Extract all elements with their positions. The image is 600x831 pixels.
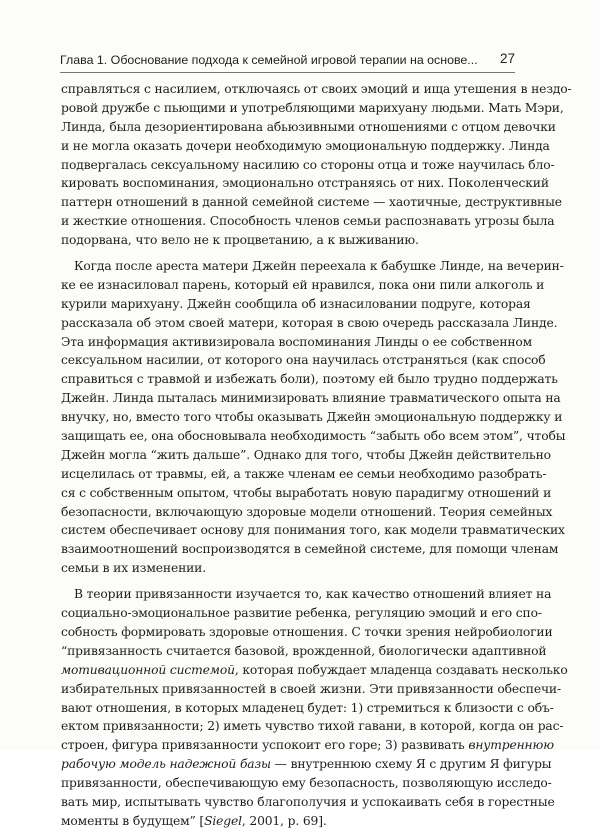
- text-line: ектом привязанности; 2) иметь чувство тихой гавани, в которой, когда он рас-: [61, 719, 564, 734]
- italic-term: рабочую модель надежной базы: [61, 757, 271, 772]
- text-line: моменты в будущем” [Siegel, 2001, p. 69].: [61, 813, 327, 828]
- text-line: внучку, но, вместо того чтобы оказывать Джейн эмоциональную поддержку и: [61, 410, 563, 425]
- text-line: социально-эмоциональное развитие ребенка, регуляцию эмоций и его спо-: [61, 606, 542, 621]
- text-line: Джейн. Линда пыталась минимизировать влияние травматического опыта на: [61, 391, 561, 406]
- text-line: вать мир, испытывать чувство благополучия и успокаивать себя в горестные: [61, 794, 555, 809]
- text-line: собность формировать здоровые отношения. С точки зрения нейробиологии: [61, 624, 553, 639]
- text-line: курили марихуану. Джейн сообщила об изнасиловании подруге, которая: [61, 296, 531, 311]
- text-line: привязанности, обеспечивающую ему безопасность, позволяющую исследо-: [61, 776, 552, 791]
- text-line: вают отношения, в которых младенец будет: 1) стремиться к близости с объ-: [61, 700, 554, 715]
- paragraph-3: [61, 585, 568, 831]
- chapter-title: Глава 1. Обоснование подхода к семейной игровой терапии на основе...: [60, 53, 478, 67]
- running-header: [60, 51, 515, 71]
- italic-term: мотивационной системой: [61, 662, 235, 677]
- text-line: безопасности, включающую здоровые модели отношений. Теория семейных: [61, 504, 553, 519]
- text-line: ся с собственным опытом, чтобы выработать новую парадигму отношений и: [61, 485, 552, 500]
- text-line: кировать воспоминания, эмоционально отстраняясь от них. Поколенческий: [61, 176, 549, 191]
- text-line: Джейн могла “жить дальше”. Однако для того, чтобы Джейн действительно: [61, 447, 551, 462]
- text-line: справляться с насилием, отключаясь от своих эмоций и ища утешения в нездо-: [61, 82, 572, 96]
- text-line: ровой дружбе с пьющими и употребляющими марихуану людьми. Мать Мэри,: [61, 100, 564, 115]
- text-line: справиться с травмой и избежать боли), поэтому ей было трудно поддержать: [61, 372, 558, 387]
- text-line: исцелилась от травмы, ей, а также членам ее семьи необходимо разобрать-: [61, 466, 547, 481]
- text-line: и жесткие отношения. Способность членов семьи распознавать угрозы была: [61, 214, 555, 229]
- text-line: взаимоотношений воспроизводятся в семейной системе, для помощи членам: [61, 542, 559, 557]
- text-line: Когда после ареста матери Джейн переехала к бабушке Линде, на вечерин-: [74, 259, 564, 274]
- body-text: [61, 80, 572, 831]
- text-line: паттерн отношений в данной семейной системе — хаотичные, деструктивные: [61, 195, 562, 210]
- page-number: 27: [499, 51, 515, 66]
- paragraph-gap: [61, 578, 515, 585]
- text-line: Линда, была дезориентирована абьюзивными отношениями с отцом девочки: [61, 119, 556, 134]
- text-line: Эта информация активизировала воспоминания Линды о ее собственном: [61, 334, 533, 349]
- text-line: подвергалась сексуальному насилию со стороны отца и тоже научилась бло-: [61, 157, 555, 172]
- paragraph-gap: [61, 250, 515, 257]
- text-line: строен, фигура привязанности успокоит его горе; 3) развивать внутреннюю: [61, 738, 554, 753]
- text-line: ке ее изнасиловал парень, который ей нравился, пока они пили алкоголь и: [61, 277, 545, 292]
- text-line: подорвана, что вело не к процветанию, а к выживанию.: [61, 233, 419, 248]
- text-line: сексуальном насилии, от которого она научилась отстраняться (как способ: [61, 353, 546, 368]
- text-line: мотивационной системой, которая побуждает младенца создавать несколько: [61, 662, 568, 677]
- text-line: и не могла оказать дочери необходимую эмоциональную поддержку. Линда: [61, 138, 550, 153]
- text-line: семьи в их изменении.: [61, 561, 206, 576]
- text-line: рассказала об этом своей матери, которая в свою очередь рассказала Линде.: [61, 315, 558, 330]
- text-line: защищать ее, она обосновывала необходимость “забыть обо всем этом”, чтобы: [61, 429, 566, 444]
- text-line: избирательных привязанностей в своей жизни. Эти привязанности обеспечи-: [61, 681, 561, 696]
- citation-author: Siegel: [204, 813, 242, 828]
- paragraph-2: [61, 257, 566, 578]
- text-line: рабочую модель надежной базы — внутреннюю схему Я с другим Я фигуры: [61, 757, 552, 772]
- paragraph-1: [61, 80, 572, 250]
- header-rule: [60, 72, 515, 73]
- italic-term: внутреннюю: [468, 738, 554, 753]
- text-line: В теории привязанности изучается то, как качество отношений влияет на: [74, 587, 552, 602]
- text-line: систем обеспечивает основу для понимания того, как модели травматических: [61, 523, 565, 538]
- text-line: “привязанность считается базовой, врожденной, биологически адаптивной: [61, 643, 547, 658]
